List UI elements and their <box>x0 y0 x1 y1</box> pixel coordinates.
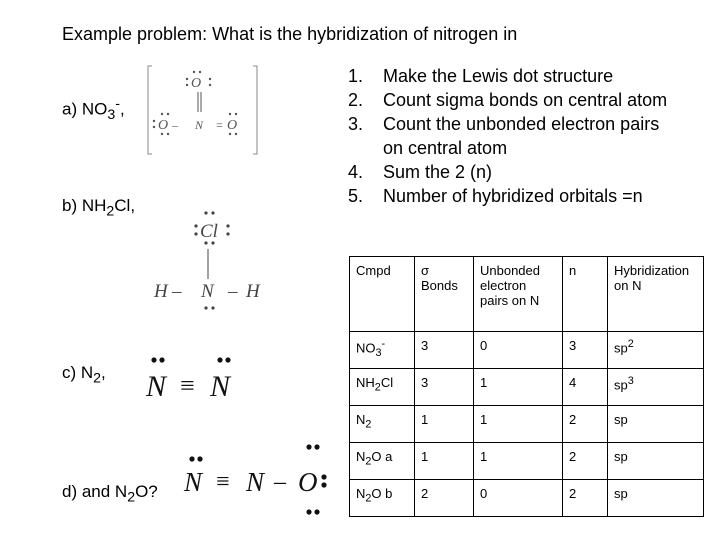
svg-text:N: N <box>201 281 214 302</box>
column-header: Hybridization on N <box>608 257 704 332</box>
unbonded-cell: 1 <box>474 443 563 480</box>
step-item: 1. Make the Lewis dot structure <box>348 66 614 86</box>
dinitrogen-lewis-structure <box>140 352 250 407</box>
svg-text:≡: ≡ <box>216 469 230 495</box>
cmpd-cell: $N_2O$ a <box>350 443 415 480</box>
n-cell: 4 <box>563 369 608 406</box>
part-b-label: b) $NH_2Cl$, <box>62 196 136 220</box>
hybridization-cell: sp <box>608 443 704 480</box>
sigma-cell: 1 <box>415 406 474 443</box>
svg-text:≡: ≡ <box>180 371 195 400</box>
svg-text:N: N <box>195 118 204 132</box>
table-row <box>350 480 704 517</box>
unbonded-cell: 1 <box>474 406 563 443</box>
part-c-label: c) $N_2$, <box>62 363 106 387</box>
column-header: σ Bonds <box>415 257 474 332</box>
svg-text:N: N <box>146 370 167 403</box>
hybridization-cell: sp <box>608 406 704 443</box>
sigma-cell: 1 <box>415 443 474 480</box>
cmpd-cell: $NO_3^-$ <box>350 332 415 369</box>
n-cell: 3 <box>563 332 608 369</box>
cmpd-cell: $N_2O$ b <box>350 480 415 517</box>
svg-text:–: – <box>172 281 182 302</box>
svg-text:Cl: Cl <box>200 221 218 242</box>
sigma-cell: 3 <box>415 369 474 406</box>
cmpd-cell: $N_2$ <box>350 406 415 443</box>
column-header: n <box>563 257 608 332</box>
n-cell: 2 <box>563 443 608 480</box>
sigma-cell: 2 <box>415 480 474 517</box>
hybridization-cell: $sp^2$ <box>608 332 704 369</box>
svg-text:H: H <box>154 281 168 302</box>
page-title: Example problem: What is the hybridization of nitrogen in <box>62 24 518 44</box>
cmpd-cell: $NH_2Cl$ <box>350 369 415 406</box>
column-header: Unbonded electron pairs on N <box>474 257 563 332</box>
hybridization-table <box>349 256 704 517</box>
svg-text:–: – <box>274 469 286 495</box>
table-header-row <box>350 257 704 332</box>
svg-text:–: – <box>228 281 238 302</box>
part-d-label: d) and $N_2O$? <box>62 482 158 506</box>
unbonded-cell: 0 <box>474 480 563 517</box>
svg-text:O: O <box>227 118 238 133</box>
hybridization-cell: $sp^3$ <box>608 369 704 406</box>
svg-text:O: O <box>298 467 318 497</box>
nitrate-lewis-structure <box>140 62 265 162</box>
table-row <box>350 406 704 443</box>
svg-text:N: N <box>184 467 203 497</box>
svg-text:=: = <box>216 118 223 132</box>
hybridization-cell: sp <box>608 480 704 517</box>
part-a-label: a) $NO_3^-$, <box>62 96 125 124</box>
svg-text:H: H <box>246 281 260 302</box>
svg-text:–: – <box>172 118 178 132</box>
n-cell: 2 <box>563 480 608 517</box>
table-row <box>350 369 704 406</box>
n-cell: 2 <box>563 406 608 443</box>
step-item: 3. Count the unbonded electron pairs on central atom <box>348 114 660 158</box>
unbonded-cell: 1 <box>474 369 563 406</box>
svg-text:O: O <box>191 76 202 91</box>
steps-list <box>348 64 678 208</box>
sigma-cell: 3 <box>415 332 474 369</box>
svg-text:N: N <box>210 370 231 403</box>
step-item: 2. Count sigma bonds on central atom <box>348 90 668 110</box>
table-row <box>350 332 704 369</box>
svg-text:N: N <box>246 467 265 497</box>
unbonded-cell: 0 <box>474 332 563 369</box>
svg-text:O: O <box>158 118 169 133</box>
chloramine-lewis-structure <box>150 205 275 315</box>
step-item: 4. Sum the 2 (n) <box>348 162 493 182</box>
step-item: 5. Number of hybridized orbitals =n <box>348 186 643 206</box>
column-header: Cmpd <box>350 257 415 332</box>
nitrous-oxide-lewis-structure <box>180 440 340 520</box>
table-row <box>350 443 704 480</box>
